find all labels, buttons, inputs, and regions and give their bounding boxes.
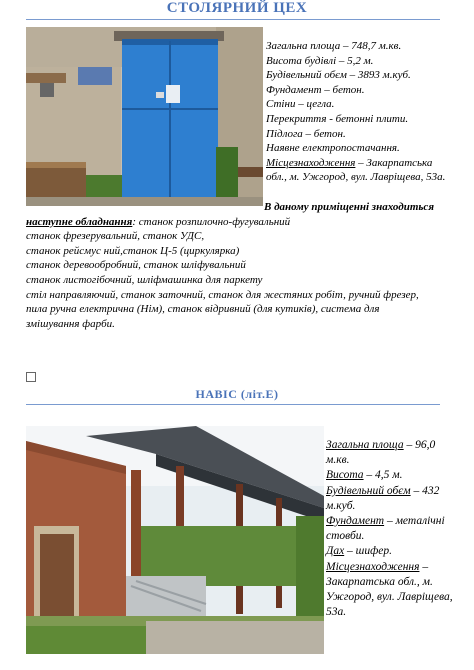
canopy-label: Будівельний обєм (326, 484, 411, 497)
canopy-line (326, 514, 472, 529)
canopy-value: м.кв. (326, 454, 350, 467)
equipment-line-first (26, 215, 466, 230)
canopy-value: 53а. (326, 606, 347, 619)
info-foundation: Фундамент – бетон. (266, 83, 365, 96)
info-walls: Стіни – цегла. (266, 98, 335, 111)
canopy-line (326, 544, 472, 559)
canopy-value: – 432 (410, 484, 440, 497)
canopy-line (326, 575, 472, 590)
equipment-line: станок рейсмус ний,станок Ц-5 (циркулярка) (26, 244, 240, 257)
canopy-value: Ужгород, вул. Лаврiщева, (326, 591, 453, 604)
info-volume: Будівельний обєм – 3893 м.куб. (266, 69, 411, 82)
canopy-label: Загальна площа (326, 439, 404, 451)
info-height: Висота будівлі – 5,2 м. (266, 54, 374, 67)
canopy-label: Фундамент (326, 515, 385, 528)
section-title-joinery: СТОЛЯРНИЙ ЦЕХ (166, 0, 308, 16)
canopy-value: – шифер. (344, 545, 392, 558)
canopy-line (326, 499, 472, 514)
equipment-line: станок фрезерувальний, станок УДС, (26, 230, 205, 243)
equipment-first-item: : станок розпилочно-фугувальний (132, 215, 291, 228)
info-location-line2: обл., м. Ужгород, вул. Лаврiщева, 53а. (266, 171, 446, 184)
canopy-line (326, 453, 472, 468)
info-electricity: Наявне електропостачання. (266, 142, 400, 155)
info-location (266, 156, 470, 171)
checkbox-marker[interactable] (26, 372, 36, 382)
canopy-value: стовби. (326, 530, 365, 543)
canopy-value: Закарпатська обл., м. (326, 575, 433, 588)
equipment-paragraph (26, 200, 466, 331)
canopy-label: Висота (326, 469, 364, 482)
location-label: Місцезнаходження (266, 156, 356, 169)
workshop-photo (26, 27, 263, 206)
canopy-label: Дах (326, 545, 345, 558)
canopy-info (326, 438, 472, 620)
equipment-intro: В даному приміщенні знаходиться (264, 201, 434, 213)
equipment-heading: наступне обладнання (26, 215, 133, 228)
canopy-line (326, 468, 472, 483)
canopy-value: – металічні (384, 515, 445, 528)
canopy-label: Місцезнаходження (326, 560, 420, 573)
info-ceiling: Перекриття - бетонні плити. (266, 112, 409, 125)
info-area: Загальна площа – 748,7 м.кв. (266, 40, 402, 52)
equipment-line: пила ручна електрична (Нім), станок відривний (для кутиків), система для (26, 303, 380, 316)
equipment-line: змішування фарби. (26, 317, 115, 330)
canopy-value: м.куб. (326, 499, 356, 512)
canopy-line (326, 560, 472, 575)
workshop-info (266, 39, 470, 185)
canopy-value: – 96,0 (403, 439, 436, 451)
section-title-canopy: НАВІС (літ.Е) (195, 387, 279, 401)
canopy-photo (26, 426, 324, 654)
canopy-line (326, 484, 472, 499)
info-floor: Підлога – бетон. (266, 127, 346, 140)
title-rule (26, 19, 440, 20)
location-rest: – Закарпатська (355, 156, 433, 169)
canopy-line (326, 590, 472, 605)
equipment-line: стіл направляючий, станок заточний, станок для жестяних робіт, ручний фрезер, (26, 288, 419, 301)
canopy-line (326, 529, 472, 544)
title-rule-2 (26, 404, 440, 405)
canopy-value: – 4,5 м. (363, 469, 403, 482)
canopy-line (326, 605, 472, 620)
canopy-line (326, 438, 472, 453)
equipment-line: станок деревообробний, станок шліфувальний (26, 259, 246, 272)
equipment-line: станок листогібочний, шліфмашинка для паркету (26, 273, 263, 286)
canopy-value: – (419, 560, 429, 573)
